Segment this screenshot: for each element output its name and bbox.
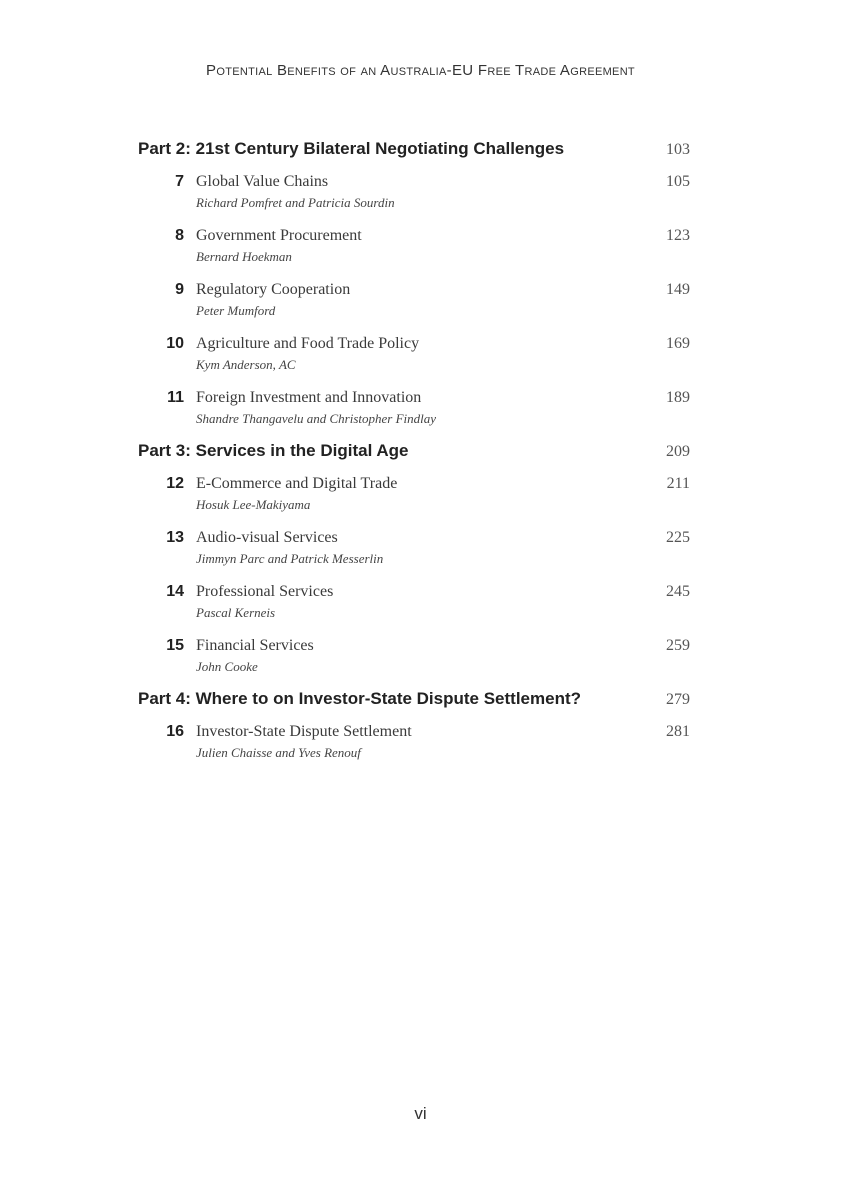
chapter-title: Audio-visual Services bbox=[196, 529, 338, 546]
chapter-entry bbox=[138, 279, 690, 333]
part-heading bbox=[138, 139, 690, 171]
chapter-author: John Cooke bbox=[196, 659, 258, 674]
chapter-number: 13 bbox=[166, 529, 184, 546]
page-number: 279 bbox=[666, 691, 690, 708]
page-number: 225 bbox=[666, 529, 690, 546]
part-title: Part 4: Where to on Investor-State Dispute Settlement? bbox=[138, 689, 582, 708]
page-number: 123 bbox=[666, 227, 690, 244]
chapter-author: Kym Anderson, AC bbox=[196, 357, 296, 372]
chapter-entry bbox=[138, 387, 690, 441]
chapter-number: 7 bbox=[175, 173, 184, 190]
chapter-entry bbox=[138, 581, 690, 635]
page-number: 209 bbox=[666, 443, 690, 460]
chapter-entry bbox=[138, 635, 690, 689]
chapter-author: Pascal Kerneis bbox=[196, 605, 276, 620]
chapter-entry bbox=[138, 333, 690, 387]
part-title: Part 2: 21st Century Bilateral Negotiating Challenges bbox=[138, 139, 565, 158]
chapter-number: 16 bbox=[166, 723, 184, 740]
chapter-author: Peter Mumford bbox=[196, 303, 276, 318]
chapter-entry bbox=[138, 721, 690, 775]
chapter-number: 8 bbox=[175, 227, 184, 244]
chapter-number: 14 bbox=[166, 583, 184, 600]
chapter-entry bbox=[138, 473, 690, 527]
chapter-number: 15 bbox=[166, 637, 184, 654]
chapter-number: 11 bbox=[167, 389, 184, 406]
chapter-entry bbox=[138, 171, 690, 225]
page-number: 281 bbox=[666, 723, 690, 740]
chapter-title: Government Procurement bbox=[196, 227, 362, 244]
page-number: 169 bbox=[666, 335, 690, 352]
page-number: 245 bbox=[666, 583, 690, 600]
page-number: 211 bbox=[666, 475, 690, 492]
chapter-number: 9 bbox=[175, 281, 184, 298]
chapter-entry bbox=[138, 225, 690, 279]
chapter-title: Regulatory Cooperation bbox=[196, 281, 351, 298]
page-number: 189 bbox=[666, 389, 690, 406]
running-head: Potential Benefits of an Australia-EU Free Trade Agreement bbox=[206, 62, 635, 79]
chapter-title: Financial Services bbox=[196, 637, 314, 654]
chapter-title: Foreign Investment and Innovation bbox=[196, 389, 422, 406]
chapter-author: Jimmyn Parc and Patrick Messerlin bbox=[196, 551, 384, 566]
page-number: 105 bbox=[666, 173, 690, 190]
part-title: Part 3: Services in the Digital Age bbox=[138, 441, 409, 460]
chapter-title: Professional Services bbox=[196, 583, 334, 600]
chapter-author: Bernard Hoekman bbox=[196, 249, 292, 264]
page-number: 103 bbox=[666, 141, 690, 158]
chapter-title: Agriculture and Food Trade Policy bbox=[196, 335, 420, 352]
chapter-entry bbox=[138, 527, 690, 581]
page-folio: vi bbox=[414, 1104, 427, 1123]
page-number: 149 bbox=[666, 281, 690, 298]
chapter-author: Richard Pomfret and Patricia Sourdin bbox=[196, 195, 395, 210]
table-of-contents bbox=[138, 139, 690, 775]
chapter-author: Julien Chaisse and Yves Renouf bbox=[196, 745, 361, 760]
chapter-author: Hosuk Lee-Makiyama bbox=[196, 497, 311, 512]
page-number: 259 bbox=[666, 637, 690, 654]
part-heading bbox=[138, 441, 690, 473]
chapter-author: Shandre Thangavelu and Christopher Findlay bbox=[196, 411, 437, 426]
chapter-title: E-Commerce and Digital Trade bbox=[196, 475, 398, 492]
chapter-number: 10 bbox=[166, 335, 184, 352]
chapter-title: Investor-State Dispute Settlement bbox=[196, 723, 412, 740]
part-heading bbox=[138, 689, 690, 721]
chapter-title: Global Value Chains bbox=[196, 173, 329, 190]
chapter-number: 12 bbox=[166, 475, 184, 492]
